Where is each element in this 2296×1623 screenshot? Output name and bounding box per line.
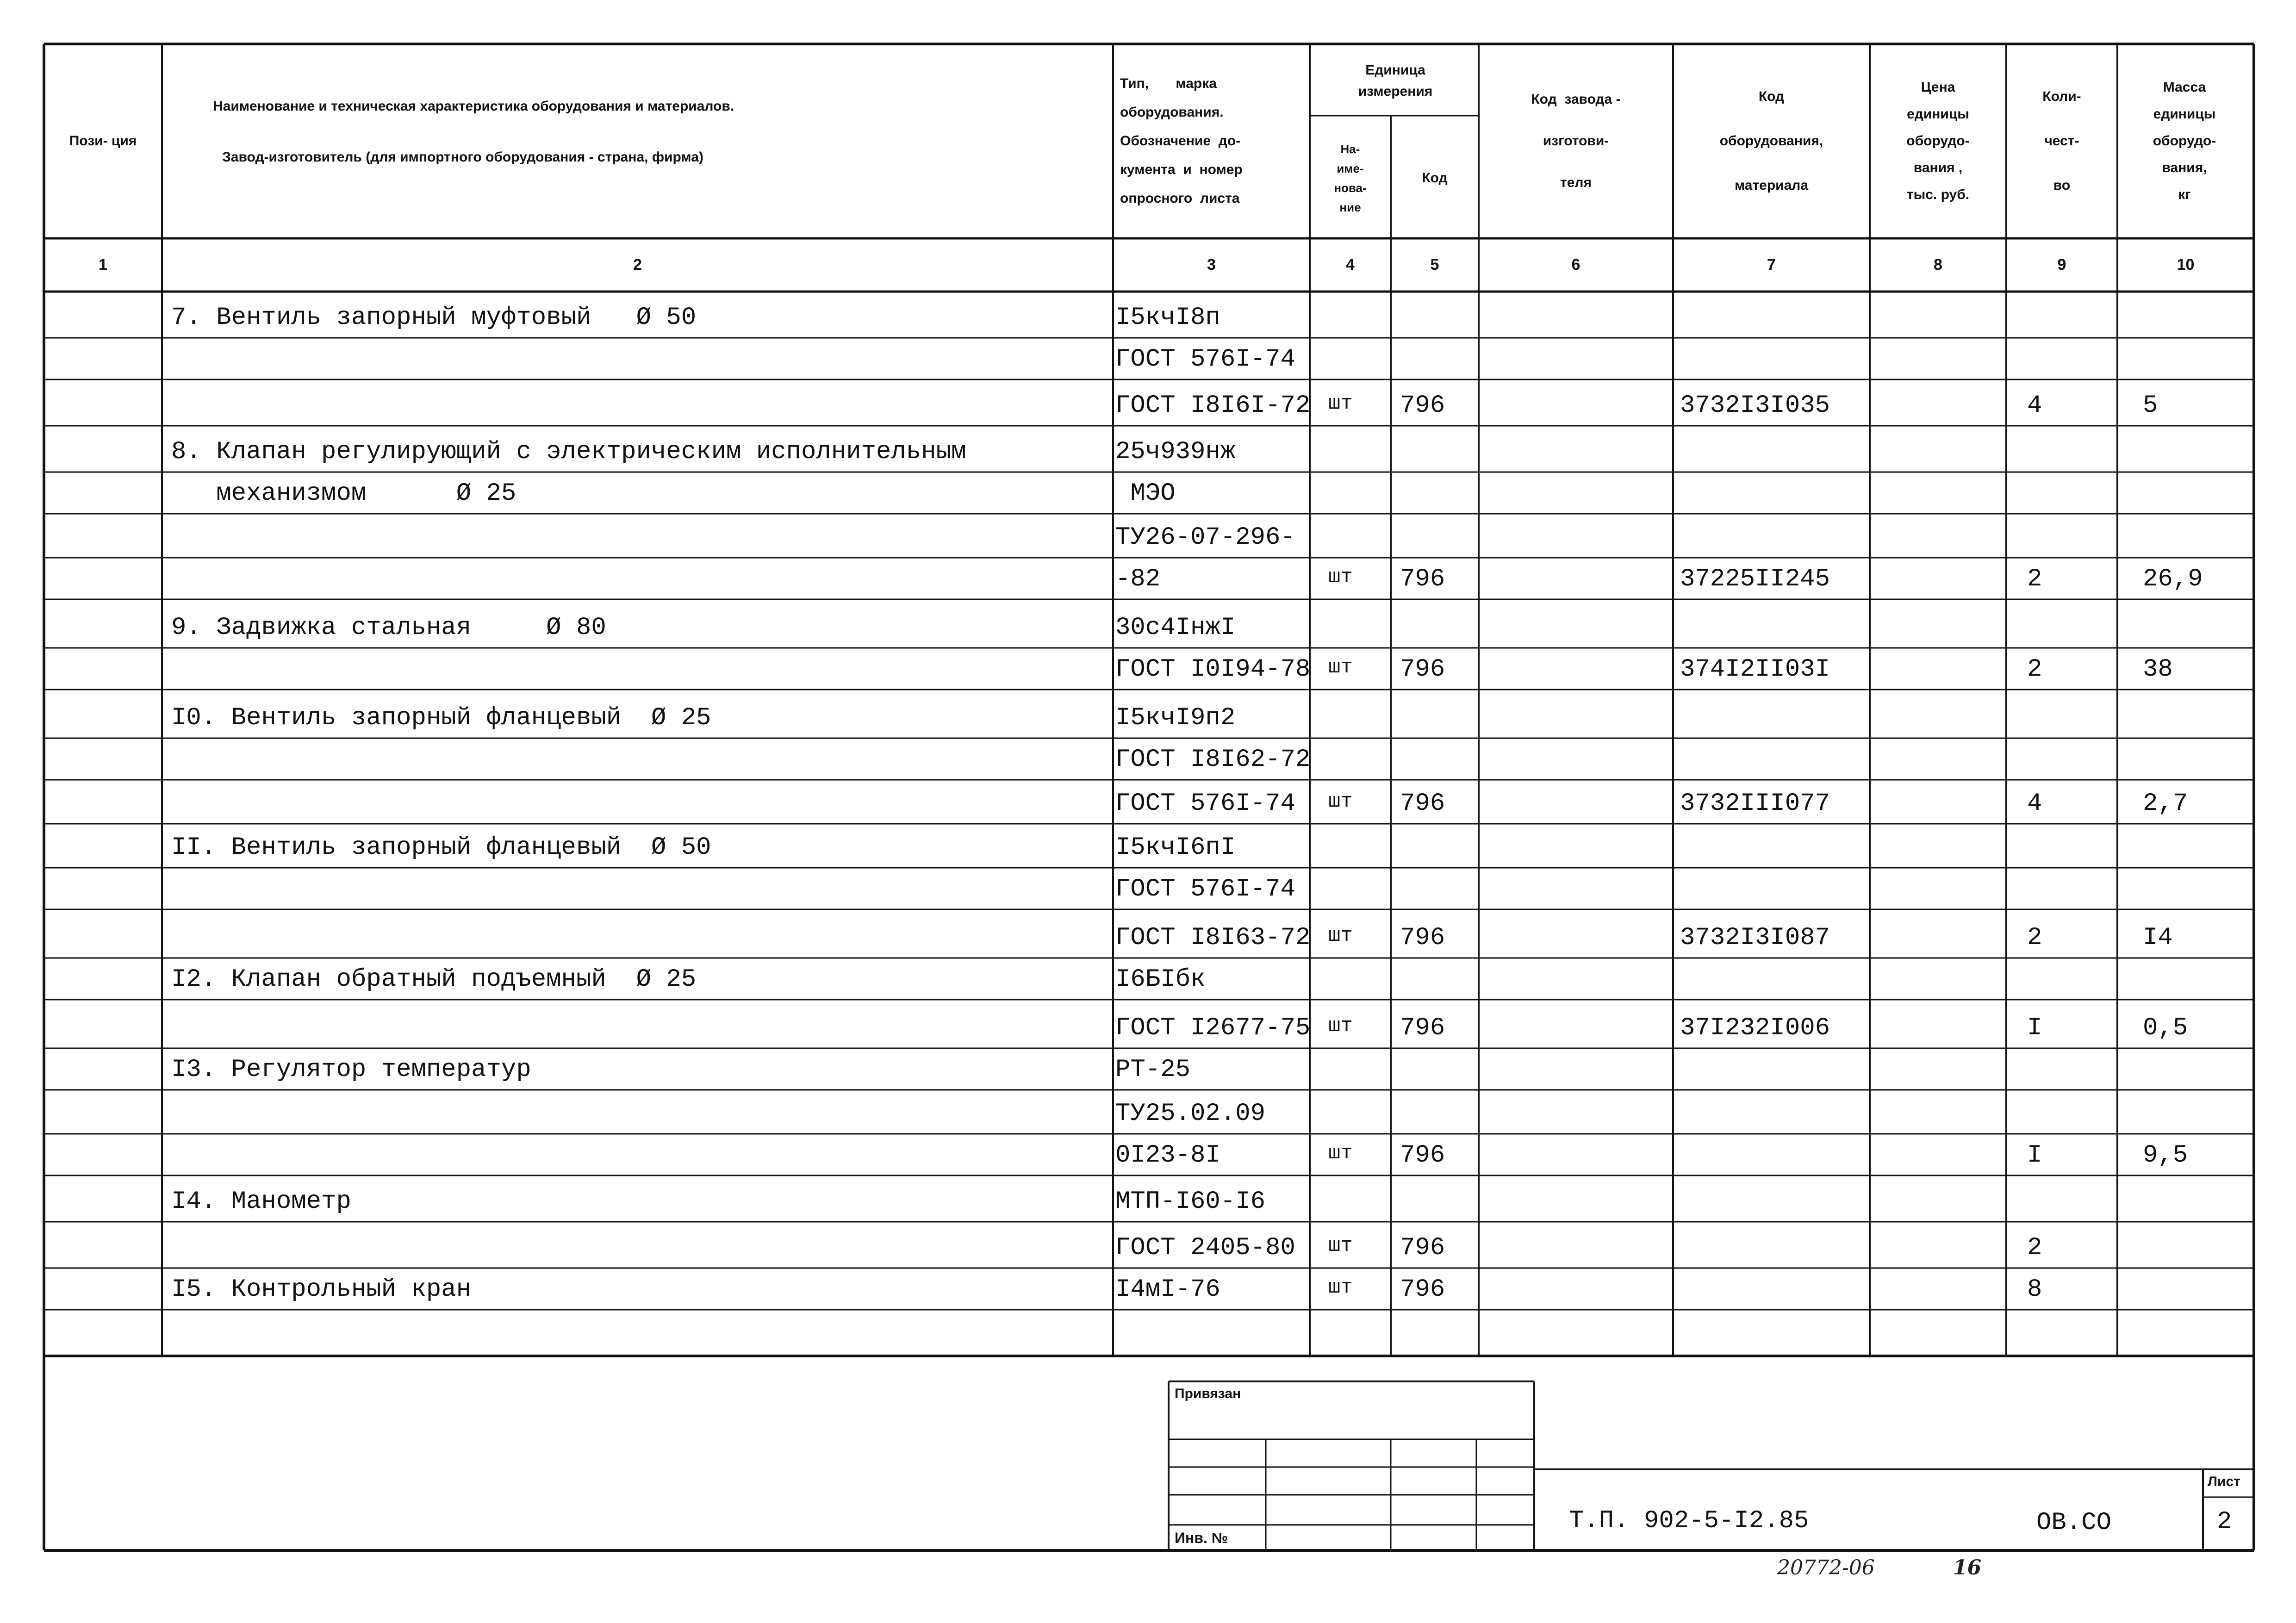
type-mark-cell: ГОСТ I8I62-72 bbox=[1115, 746, 1311, 774]
unit-name-cell: шт bbox=[1328, 1234, 1353, 1257]
column-number: 4 bbox=[1346, 256, 1355, 274]
type-mark-cell: ГОСТ 576I-74 bbox=[1115, 790, 1295, 818]
unit-name-cell: шт bbox=[1328, 656, 1353, 679]
mass-cell: 9,5 bbox=[2143, 1141, 2188, 1169]
type-mark-cell: ГОСТ 2405-80 bbox=[1115, 1234, 1295, 1262]
type-mark-cell: I5кчI9п2 bbox=[1115, 704, 1236, 732]
header-position: Пози- ция bbox=[69, 133, 137, 149]
quantity-cell: 2 bbox=[2027, 565, 2042, 593]
item-name-cell: I3. Регулятор температур bbox=[171, 1056, 531, 1084]
quantity-cell: 2 bbox=[2027, 924, 2042, 952]
type-mark-cell: ГОСТ 576I-74 bbox=[1115, 875, 1295, 903]
unit-code-cell: 796 bbox=[1400, 565, 1445, 593]
header-unit-group: Единица измерения bbox=[1358, 62, 1433, 99]
sheet-number: 2 bbox=[2217, 1508, 2232, 1536]
type-mark-cell: I6БIбк bbox=[1115, 965, 1206, 994]
unit-code-cell: 796 bbox=[1400, 1275, 1445, 1304]
type-mark-cell: ТУ25.02.09 bbox=[1115, 1100, 1266, 1128]
type-mark-cell: ГОСТ I8I63-72 bbox=[1115, 924, 1311, 952]
column-number: 8 bbox=[1934, 256, 1942, 274]
unit-code-cell: 796 bbox=[1400, 1141, 1445, 1169]
quantity-cell: 2 bbox=[2027, 1234, 2042, 1262]
header-name-line1: Наименование и техническая характеристика оборудования и материалов. bbox=[213, 99, 734, 114]
quantity-cell: 2 bbox=[2027, 655, 2042, 684]
unit-code-cell: 796 bbox=[1400, 392, 1445, 420]
equipment-code-cell: 37I232I006 bbox=[1680, 1014, 1830, 1042]
document-code: Т.П. 902-5-I2.85 bbox=[1569, 1507, 1809, 1535]
unit-code-cell: 796 bbox=[1400, 790, 1445, 818]
unit-code-cell: 796 bbox=[1400, 1014, 1445, 1042]
type-mark-cell: ГОСТ I2677-75 bbox=[1115, 1014, 1311, 1042]
header-factory-code: Код завода - изготови- теля bbox=[1531, 92, 1621, 190]
mass-cell: 26,9 bbox=[2143, 565, 2203, 593]
item-name-cell: 8. Клапан регулирующий с электрическим исполнительным bbox=[171, 438, 966, 466]
column-number: 5 bbox=[1430, 256, 1439, 274]
type-mark-cell: ГОСТ I0I94-78 bbox=[1115, 655, 1311, 684]
archive-suffix: 16 bbox=[1953, 1556, 1982, 1579]
type-mark-cell: 0I23-8I bbox=[1115, 1141, 1220, 1169]
type-mark-cell: -82 bbox=[1115, 565, 1161, 593]
mass-cell: 2,7 bbox=[2143, 790, 2188, 818]
quantity-cell: I bbox=[2027, 1014, 2042, 1042]
type-mark-cell: I5кчI6пI bbox=[1115, 833, 1236, 862]
item-name-cell: 9. Задвижка стальная Ø 80 bbox=[171, 614, 606, 642]
type-mark-cell: 25ч939нж bbox=[1115, 438, 1236, 466]
header-equipment-code: Код оборудования, материала bbox=[1719, 89, 1823, 193]
header-mass: Масса единицы оборудо- вания, кг bbox=[2153, 80, 2216, 202]
type-mark-cell: ГОСТ 576I-74 bbox=[1115, 345, 1295, 373]
unit-name-cell: шт bbox=[1328, 790, 1353, 813]
stamp-privyazan: Привязан bbox=[1175, 1386, 1241, 1401]
sheet-label: Лист bbox=[2208, 1474, 2240, 1489]
item-name-cell: I5. Контрольный кран bbox=[171, 1275, 472, 1304]
type-mark-cell: РТ-25 bbox=[1115, 1056, 1191, 1084]
type-mark-cell: 30с4IнжI bbox=[1115, 614, 1236, 642]
equipment-code-cell: 3732III077 bbox=[1680, 790, 1830, 818]
type-mark-cell: МТП-I60-I6 bbox=[1115, 1188, 1266, 1216]
header-unit-name: На- име- нова- ние bbox=[1334, 142, 1367, 214]
item-name-cell: 7. Вентиль запорный муфтовый Ø 50 bbox=[171, 304, 697, 332]
type-mark-cell: I5кчI8п bbox=[1115, 304, 1220, 332]
quantity-cell: 4 bbox=[2027, 790, 2042, 818]
column-number: 1 bbox=[99, 256, 107, 274]
header-quantity: Коли- чест- во bbox=[2042, 89, 2081, 193]
type-mark-cell: I4мI-76 bbox=[1115, 1275, 1220, 1304]
unit-name-cell: шт bbox=[1328, 1142, 1353, 1165]
header-price: Цена единицы оборудо- вания , тыс. руб. bbox=[1906, 80, 1970, 202]
equipment-code-cell: 37225II245 bbox=[1680, 565, 1830, 593]
type-mark-cell: ТУ26-07-296- bbox=[1115, 523, 1295, 552]
unit-code-cell: 796 bbox=[1400, 655, 1445, 684]
column-number: 7 bbox=[1767, 256, 1776, 274]
stamp-inventory-number: Инв. № bbox=[1175, 1530, 1228, 1546]
mass-cell: 38 bbox=[2143, 655, 2173, 684]
type-mark-cell: МЭО bbox=[1115, 479, 1176, 508]
header-unit-code: Код bbox=[1422, 170, 1448, 186]
type-mark-cell: ГОСТ I8I6I-72 bbox=[1115, 392, 1311, 420]
mass-cell: 0,5 bbox=[2143, 1014, 2188, 1042]
quantity-cell: 8 bbox=[2027, 1275, 2042, 1304]
document-mark: ОВ.СО bbox=[2036, 1509, 2112, 1537]
column-number: 10 bbox=[2177, 256, 2195, 274]
unit-name-cell: шт bbox=[1328, 924, 1353, 947]
column-number: 3 bbox=[1207, 256, 1216, 274]
item-name-cell: I0. Вентиль запорный фланцевый Ø 25 bbox=[171, 704, 711, 732]
column-number: 6 bbox=[1571, 256, 1580, 274]
unit-name-cell: шт bbox=[1328, 566, 1353, 589]
unit-name-cell: шт bbox=[1328, 1276, 1353, 1299]
unit-code-cell: 796 bbox=[1400, 924, 1445, 952]
equipment-code-cell: 374I2II03I bbox=[1680, 655, 1830, 684]
header-name-line2: Завод-изготовитель (для импортного оборудования - страна, фирма) bbox=[222, 149, 703, 165]
quantity-cell: I bbox=[2027, 1141, 2042, 1169]
equipment-code-cell: 3732I3I087 bbox=[1680, 924, 1830, 952]
unit-name-cell: шт bbox=[1328, 1014, 1353, 1038]
item-name-cell: I2. Клапан обратный подъемный Ø 25 bbox=[171, 965, 697, 994]
unit-name-cell: шт bbox=[1328, 392, 1353, 415]
equipment-code-cell: 3732I3I035 bbox=[1680, 392, 1830, 420]
item-name-cell: I4. Манометр bbox=[171, 1188, 351, 1216]
mass-cell: 5 bbox=[2143, 392, 2158, 420]
quantity-cell: 4 bbox=[2027, 392, 2042, 420]
header-type: Тип, марка оборудования. Обозначение до- кумента и номер опросного листа bbox=[1120, 76, 1243, 206]
item-name-cell: механизмом Ø 25 bbox=[171, 479, 516, 508]
unit-code-cell: 796 bbox=[1400, 1234, 1445, 1262]
mass-cell: I4 bbox=[2143, 924, 2173, 952]
item-name-cell: II. Вентиль запорный фланцевый Ø 50 bbox=[171, 833, 711, 862]
column-number: 9 bbox=[2057, 256, 2066, 274]
archive-number: 20772-06 bbox=[1777, 1556, 1875, 1579]
column-number: 2 bbox=[633, 256, 642, 274]
